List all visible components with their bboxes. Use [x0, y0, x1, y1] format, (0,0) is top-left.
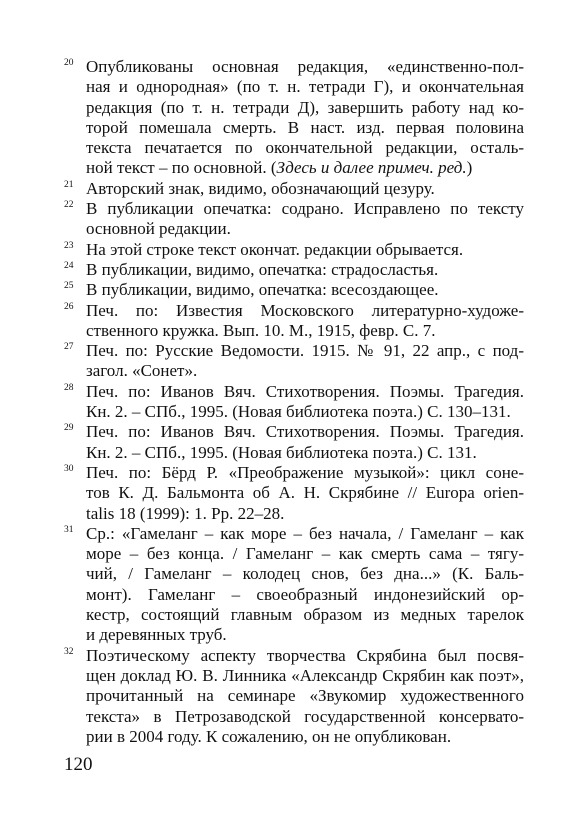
footnote-20 — [64, 57, 524, 179]
footnote-27 — [64, 341, 524, 382]
footnote-number: 28 — [64, 382, 74, 393]
footnote-line: talis 18 (1999): 1. Pp. 22–28. — [86, 503, 285, 523]
footnote-26 — [64, 301, 524, 342]
footnote-line: Авторский знак, видимо, обозначающий цезуру. — [86, 178, 435, 198]
footnote-number: 32 — [64, 646, 74, 657]
footnotes-block — [64, 57, 524, 747]
footnote-number: 21 — [64, 179, 74, 190]
footnote-number: 24 — [64, 260, 74, 271]
footnote-28 — [64, 382, 524, 423]
footnote-line: Кн. 2. – СПб., 1995. (Новая библиотека поэта.) С. 130–131. — [86, 402, 511, 422]
footnote-line: редакция (по т. н. тетради Д), завершить работу над ко- — [86, 97, 524, 117]
footnote-line: В публикации, видимо, опечатка: всесоздающее. — [86, 280, 439, 300]
editor-note-open: ( — [266, 158, 277, 178]
footnote-21 — [64, 179, 524, 199]
footnote-number: 27 — [64, 342, 74, 353]
footnote-23 — [64, 240, 524, 260]
editor-note: Здесь и далее примеч. ред. — [276, 158, 467, 178]
footnote-line — [86, 158, 524, 178]
footnote-line: текста печатается по окончательной редакции, осталь- — [86, 138, 524, 158]
footnote-line: ная и однородная» (по т. н. тетради Г), и окончательная — [86, 77, 524, 97]
footnote-29 — [64, 422, 524, 463]
footnote-24 — [64, 260, 524, 280]
footnote-line: ственного кружка. Вып. 10. М., 1915, февр. С. 7. — [86, 320, 436, 340]
footnote-line: В публикации, видимо, опечатка: страдосластья. — [86, 259, 439, 279]
footnote-line: Поэтическому аспекту творчества Скрябина был посвя- — [86, 645, 524, 665]
footnote-number: 20 — [64, 58, 74, 68]
footnote-number: 25 — [64, 281, 74, 292]
footnote-line: Кн. 2. – СПб., 1995. (Новая библиотека поэта.) С. 131. — [86, 442, 477, 462]
page-number: 120 — [64, 754, 93, 775]
footnote-line: На этой строке текст окончат. редакции обрывается. — [86, 239, 464, 259]
footnote-line: прочитанный на семинаре «Звукомир художественного — [86, 686, 524, 706]
footnote-line: Печ. по: Русские Ведомости. 1915. № 91, 22 апр., с под- — [86, 341, 524, 361]
footnote-line: тов К. Д. Бальмонта об А. Н. Скрябине // Europa orien- — [86, 483, 524, 503]
footnote-line: монт). Гамеланг – своеобразный индонезийский ор- — [86, 584, 524, 604]
footnote-number: 23 — [64, 240, 74, 251]
editor-note-close: ) — [466, 158, 473, 178]
footnote-number: 29 — [64, 423, 74, 434]
footnote-line: Печ. по: Иванов Вяч. Стихотворения. Поэмы. Трагедия. — [86, 381, 524, 401]
footnote-number: 31 — [64, 524, 74, 535]
footnote-line: основной редакции. — [86, 219, 231, 239]
footnote-line: море – без конца. / Гамеланг – как смерть сама – тягу- — [86, 544, 524, 564]
footnote-line: текста» в Петрозаводской государственной консервато- — [86, 706, 524, 726]
footnote-text: ной текст – по основной. — [86, 158, 267, 178]
footnote-number: 22 — [64, 200, 74, 211]
footnote-22 — [64, 199, 524, 240]
footnote-number: 26 — [64, 301, 74, 312]
footnote-line: Печ. по: Бёрд Р. «Преображение музыкой»: цикл соне- — [86, 462, 524, 482]
footnote-30 — [64, 463, 524, 524]
footnote-line: кестр, состоящий главным образом из медных тарелок — [86, 605, 524, 625]
footnote-line: рии в 2004 году. К сожалению, он не опубликован. — [86, 726, 452, 746]
footnote-line: и деревянных труб. — [86, 625, 227, 645]
footnote-line: торой помешала смерть. В наст. изд. первая половина — [86, 117, 524, 137]
footnote-line: щен доклад Ю. В. Линника «Александр Скрябин как поэт», — [86, 665, 524, 685]
footnote-line: В публикации опечатка: содрано. Исправлено по тексту — [86, 199, 524, 219]
footnote-line: Ср.: «Гамеланг – как море – без начала, / Гамеланг – как — [86, 523, 524, 543]
footnote-line: Печ. по: Иванов Вяч. Стихотворения. Поэмы. Трагедия. — [86, 422, 524, 442]
footnote-line: загол. «Сонет». — [86, 361, 198, 381]
footnote-line: чий, / Гамеланг – колодец снов, без дна...» (К. Баль- — [86, 564, 524, 584]
footnote-number: 30 — [64, 463, 74, 474]
footnote-25 — [64, 280, 524, 300]
footnote-line: Опубликованы основная редакция, «единственно-пол- — [86, 57, 524, 76]
footnote-31 — [64, 524, 524, 646]
footnote-32 — [64, 646, 524, 747]
footnote-line: Печ. по: Известия Московского литературно-художе- — [86, 300, 524, 320]
